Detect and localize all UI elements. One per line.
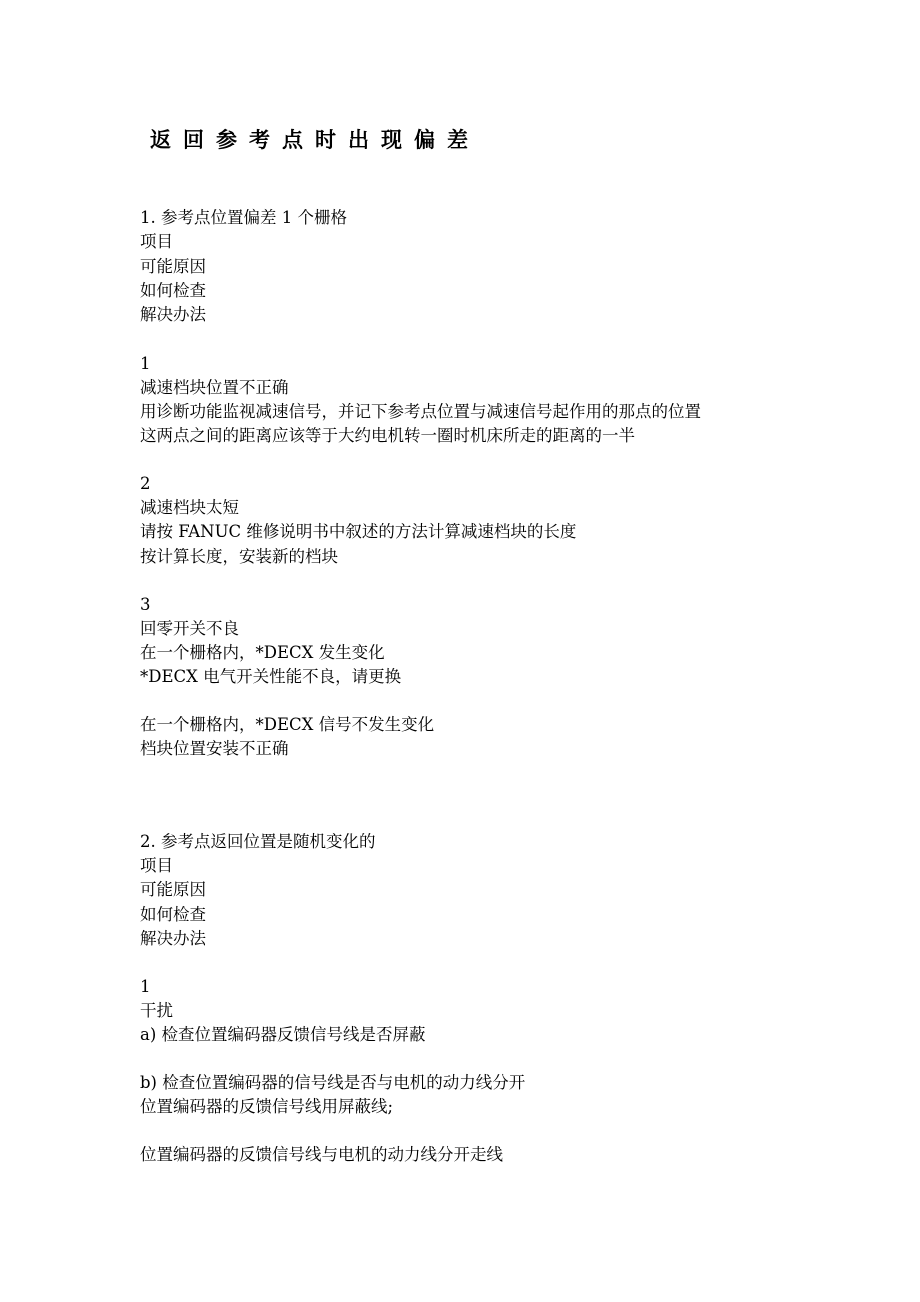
- s1-header-fix: 解决办法: [140, 305, 206, 324]
- s1-row1-fix: 这两点之间的距离应该等于大约电机转一圈时机床所走的距离的一半: [140, 426, 635, 445]
- section-2-heading: 2. 参考点返回位置是随机变化的: [140, 832, 376, 851]
- s1-row3-check-b: 在一个栅格内，*DECX 信号不发生变化: [140, 715, 435, 734]
- s1-header-item: 项目: [140, 232, 173, 251]
- s2-row1-fix-b: 位置编码器的反馈信号线与电机的动力线分开走线: [140, 1145, 503, 1164]
- s2-row1-number: 1: [140, 977, 151, 996]
- s2-row1-fix-a: 位置编码器的反馈信号线用屏蔽线;: [140, 1097, 394, 1116]
- s1-row1-cause: 减速档块位置不正确: [140, 378, 289, 397]
- s1-row3-fix-a: *DECX 电气开关性能不良，请更换: [140, 667, 402, 686]
- s1-header-cause: 可能原因: [140, 257, 206, 276]
- s2-row1-check-b: b) 检查位置编码器的信号线是否与电机的动力线分开: [140, 1073, 526, 1092]
- s1-row3-fix-b: 档块位置安装不正确: [140, 739, 289, 758]
- document-title: 返回参考点时出现偏差: [150, 128, 480, 152]
- s2-header-fix: 解决办法: [140, 929, 206, 948]
- s1-row1-number: 1: [140, 354, 151, 373]
- s1-row2-fix: 按计算长度，安装新的档块: [140, 547, 338, 566]
- s1-row3-number: 3: [140, 595, 151, 614]
- s2-header-item: 项目: [140, 856, 173, 875]
- s2-row1-cause: 干扰: [140, 1001, 173, 1020]
- s1-row2-check: 请按 FANUC 维修说明书中叙述的方法计算减速档块的长度: [140, 522, 577, 541]
- s1-row2-number: 2: [140, 474, 151, 493]
- s1-row3-cause: 回零开关不良: [140, 619, 239, 638]
- s1-row2-cause: 减速档块太短: [140, 498, 239, 517]
- s2-header-cause: 可能原因: [140, 880, 206, 899]
- s1-row3-check-a: 在一个栅格内，*DECX 发生变化: [140, 643, 385, 662]
- section-1-heading: 1. 参考点位置偏差 1 个栅格: [140, 208, 347, 227]
- s2-header-check: 如何检查: [140, 905, 206, 924]
- s2-row1-check-a: a) 检查位置编码器反馈信号线是否屏蔽: [140, 1025, 426, 1044]
- s1-header-check: 如何检查: [140, 281, 206, 300]
- s1-row1-check: 用诊断功能监视减速信号，并记下参考点位置与减速信号起作用的那点的位置: [140, 402, 701, 421]
